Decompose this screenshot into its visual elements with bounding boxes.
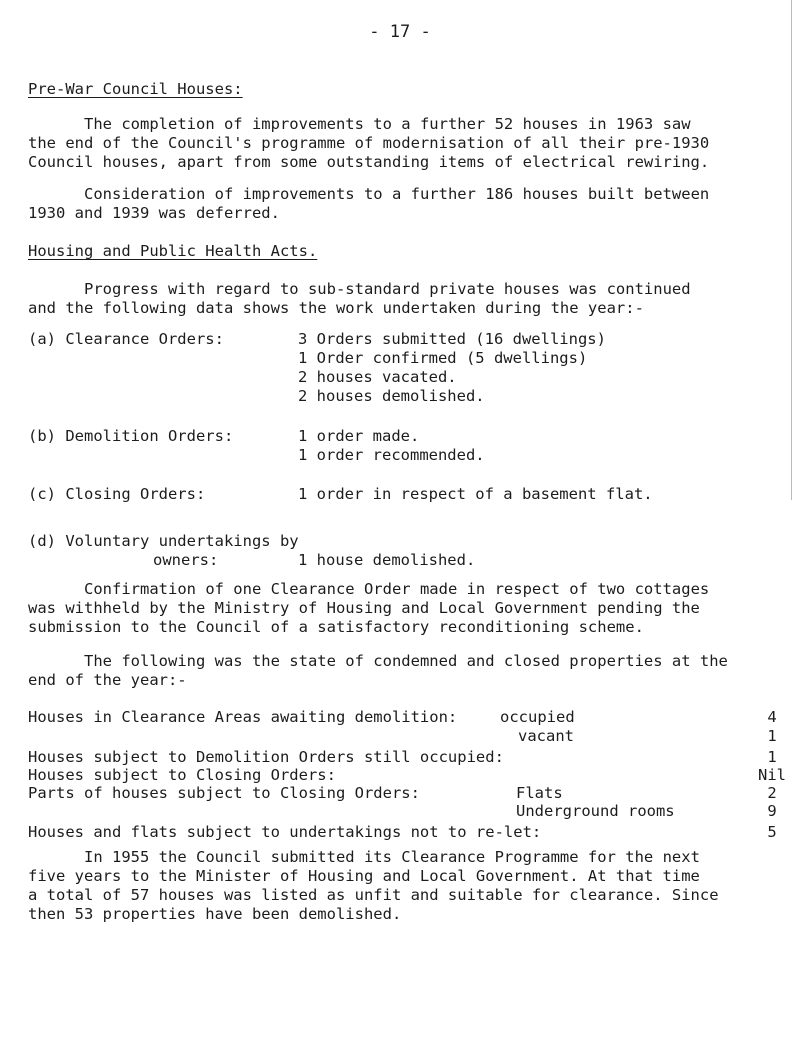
- item-details: [298, 485, 653, 504]
- text-line: Progress with regard to sub-standard private houses was continued: [84, 280, 691, 298]
- item-label: (b) Demolition Orders:: [28, 427, 234, 445]
- paragraph-improvements: [28, 115, 780, 172]
- text-line: 1930 and 1939 was deferred.: [28, 203, 280, 222]
- row-description: Houses subject to Demolition Orders still occupied:: [28, 748, 504, 766]
- text-line: Confirmation of one Clearance Order made in respect of two cottages: [84, 580, 710, 598]
- text-line: five years to the Minister of Housing and Local Government. At that time: [28, 866, 700, 885]
- text-line: The following was the state of condemned and closed properties at the: [84, 652, 728, 670]
- row-value: 9: [767, 802, 777, 820]
- detail-line: 2 houses vacated.: [298, 367, 457, 386]
- table-row: [28, 802, 792, 822]
- detail-line: 1 order in respect of a basement flat.: [298, 485, 653, 503]
- text-line: In 1955 the Council submitted its Clearance Programme for the next: [84, 848, 700, 866]
- paragraph-deferred: [28, 185, 780, 223]
- heading-pre-war-council-houses: Pre-War Council Houses:: [28, 80, 243, 98]
- page-number: - 17 -: [369, 22, 431, 42]
- row-subcategory: Flats: [516, 784, 563, 802]
- item-details: [298, 330, 606, 406]
- text-line: then 53 properties have been demolished.: [28, 904, 402, 923]
- row-value: 2: [767, 784, 777, 802]
- row-value: Nil: [758, 766, 786, 784]
- text-line: submission to the Council of a satisfactory reconditioning scheme.: [28, 617, 644, 636]
- text-line: Council houses, apart from some outstanding items of electrical rewiring.: [28, 152, 710, 171]
- text-line: end of the year:-: [28, 670, 187, 689]
- paragraph-clearance-programme: [28, 848, 780, 924]
- text-line: was withheld by the Ministry of Housing and Local Government pending the: [28, 598, 700, 617]
- detail-line: [298, 532, 475, 551]
- margin-rule: [791, 0, 792, 500]
- item-label: (c) Closing Orders:: [28, 485, 206, 503]
- table-row: [28, 784, 792, 804]
- item-label: [28, 532, 299, 570]
- detail-line: 1 Order confirmed (5 dwellings): [298, 348, 588, 367]
- text-line: Consideration of improvements to a further 186 houses built between: [84, 185, 710, 203]
- row-description: Houses subject to Closing Orders:: [28, 766, 336, 784]
- heading-housing-public-health-acts: Housing and Public Health Acts.: [28, 242, 318, 260]
- row-subcategory: vacant: [518, 727, 574, 745]
- row-subcategory: occupied: [500, 708, 575, 726]
- text-line: the end of the Council's programme of modernisation of all their pre-1930: [28, 133, 710, 152]
- text-line: and the following data shows the work undertaken during the year:-: [28, 298, 644, 317]
- detail-line: 2 houses demolished.: [298, 386, 485, 405]
- text-line: a total of 57 houses was listed as unfit and suitable for clearance. Since: [28, 885, 719, 904]
- detail-line: 3 Orders submitted (16 dwellings): [298, 330, 606, 348]
- item-label: (a) Clearance Orders:: [28, 330, 224, 348]
- row-value: 5: [767, 823, 777, 841]
- row-description: Parts of houses subject to Closing Orders:: [28, 784, 420, 802]
- text-line: The completion of improvements to a further 52 houses in 1963 saw: [84, 115, 691, 133]
- row-value: 1: [767, 748, 777, 766]
- paragraph-progress: [28, 280, 780, 318]
- detail-line: 1 order recommended.: [298, 445, 485, 464]
- table-row: [28, 748, 792, 768]
- table-row: [28, 727, 792, 747]
- item-label-line: (d) Voluntary undertakings by: [28, 532, 299, 550]
- row-value: 4: [767, 708, 777, 726]
- item-details: [298, 427, 485, 465]
- row-value: 1: [767, 727, 777, 745]
- table-row: [28, 766, 792, 786]
- row-description: Houses and flats subject to undertakings not to re-let:: [28, 823, 542, 841]
- row-description: Houses in Clearance Areas awaiting demolition:: [28, 708, 458, 726]
- paragraph-confirmation: [28, 580, 780, 637]
- row-subcategory: Underground rooms: [516, 802, 675, 820]
- paragraph-state-intro: [28, 652, 780, 690]
- item-details: [298, 532, 475, 570]
- detail-line: 1 house demolished.: [298, 550, 476, 569]
- detail-line: 1 order made.: [298, 427, 420, 445]
- item-label-line: owners:: [153, 550, 219, 569]
- table-row: [28, 823, 792, 843]
- table-row: [28, 708, 792, 728]
